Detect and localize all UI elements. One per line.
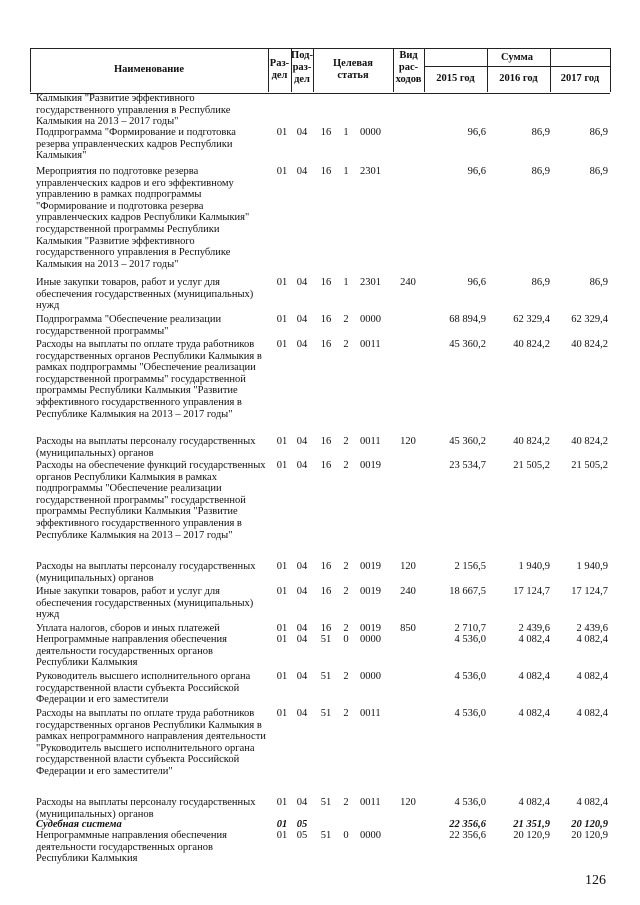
- row-vid: 240: [400, 277, 416, 288]
- header-2016: 2016 год: [499, 73, 538, 84]
- row-sum-2015: 23 534,7: [449, 460, 486, 471]
- row-sum-2016: 1 940,9: [518, 561, 550, 572]
- row-podrazdel: 04: [296, 339, 308, 350]
- row-name: Непрограммные направления обеспечения деятельности государственных органов Республики Калмыкия: [36, 830, 227, 865]
- row-vid: 850: [400, 623, 416, 634]
- row-razdel: 01: [276, 436, 288, 447]
- row-target-part3: 0000: [360, 634, 381, 645]
- header-divider: [610, 48, 611, 92]
- row-sum-2016: 2 439,6: [518, 623, 550, 634]
- header-target-article: Целевая статья: [333, 58, 373, 81]
- row-podrazdel: 04: [296, 277, 308, 288]
- row-sum-2017: 40 824,2: [571, 436, 608, 447]
- row-vid: 120: [400, 797, 416, 808]
- header-2015: 2015 год: [436, 73, 475, 84]
- row-sum-2016: 4 082,4: [518, 797, 550, 808]
- page-number: 126: [585, 873, 606, 888]
- row-podrazdel: 04: [296, 460, 308, 471]
- row-razdel: 01: [276, 314, 288, 325]
- row-razdel: 01: [276, 830, 288, 841]
- row-name: Расходы на выплаты по оплате труда работников государственных органов Республики Калмыкия в рамках подпрограммы "Обеспечение реализации государственной программы" государственной программы Республики Калмыкия "Развитие эффективного государственного управления в Республике Калмыкия на 2013 – 2017 годы": [36, 339, 262, 420]
- row-sum-2015: 4 536,0: [454, 797, 486, 808]
- row-sum-2015: 45 360,2: [449, 339, 486, 350]
- row-podrazdel: 04: [296, 634, 308, 645]
- row-razdel: 01: [276, 339, 288, 350]
- row-target-part2: 2: [343, 708, 349, 719]
- row-razdel: 01: [276, 561, 288, 572]
- row-sum-2016: 86,9: [531, 277, 550, 288]
- row-razdel: 01: [276, 819, 288, 830]
- row-sum-2017: 4 082,4: [576, 671, 608, 682]
- row-target-part3: 0011: [360, 339, 381, 350]
- row-target-part3: 2301: [360, 166, 381, 177]
- header-2017: 2017 год: [560, 73, 600, 84]
- row-name: Мероприятия по подготовке резерва управленческих кадров и его эффективному управлению в рамках подпрограммы "Формирование и подготовка резерва управленческих кадров Республики Калмыкия" государственной программы Республики Калмыкия "Развитие эффективного государственного управления в Республике Калмыкия на 2013 – 2017 годы": [36, 166, 250, 270]
- row-sum-2015: 45 360,2: [449, 436, 486, 447]
- row-razdel: 01: [276, 634, 288, 645]
- row-target-part3: 0019: [360, 623, 381, 634]
- row-target-part1: 16: [320, 460, 332, 471]
- header-razdel: Раз- дел: [269, 58, 290, 81]
- row-razdel: 01: [276, 127, 288, 138]
- row-target-part1: 16: [320, 586, 332, 597]
- row-sum-2015: 22 356,6: [449, 819, 486, 830]
- row-name: Расходы на выплаты по оплате труда работников государственных органов Республики Калмыкия в рамках непрограммного направления деятельности "Руководитель высшего исполнительного органа государственной власти субъекта Российской Федерации и его заместители": [36, 708, 266, 777]
- row-target-part2: 2: [343, 623, 349, 634]
- row-target-part3: 0011: [360, 797, 381, 808]
- row-sum-2017: 4 082,4: [576, 797, 608, 808]
- row-sum-2015: 4 536,0: [454, 708, 486, 719]
- row-razdel: 01: [276, 277, 288, 288]
- header-name: Наименование: [114, 64, 184, 75]
- row-razdel: 01: [276, 586, 288, 597]
- row-target-part1: 16: [320, 436, 332, 447]
- row-sum-2017: 20 120,9: [571, 830, 608, 841]
- row-target-part3: 0019: [360, 561, 381, 572]
- row-target-part2: 2: [343, 797, 349, 808]
- row-target-part3: 0019: [360, 586, 381, 597]
- row-sum-2015: 96,6: [467, 127, 486, 138]
- row-name: Расходы на обеспечение функций государственных органов Республики Калмыкия в рамках подпрограммы "Обеспечение реализации государственной программы" государственной программы Республики Калмыкия "Развитие эффективного государственного управления в Республике Калмыкия на 2013 – 2017 годы": [36, 460, 266, 541]
- row-target-part2: 2: [343, 460, 349, 471]
- row-name: Расходы на выплаты персоналу государственных (муниципальных) органов: [36, 436, 256, 459]
- row-sum-2017: 1 940,9: [576, 561, 608, 572]
- row-target-part3: 0000: [360, 127, 381, 138]
- row-razdel: 01: [276, 708, 288, 719]
- row-name: Расходы на выплаты персоналу государственных (муниципальных) органов: [36, 797, 256, 820]
- row-target-part1: 16: [320, 314, 332, 325]
- row-podrazdel: 04: [296, 671, 308, 682]
- row-sum-2016: 21 351,9: [513, 819, 550, 830]
- row-target-part1: 51: [320, 708, 332, 719]
- row-podrazdel: 04: [296, 166, 308, 177]
- row-target-part1: 16: [320, 277, 332, 288]
- row-target-part2: 2: [343, 586, 349, 597]
- row-vid: 120: [400, 561, 416, 572]
- row-target-part3: 0011: [360, 708, 381, 719]
- header-summa: Сумма: [501, 52, 533, 63]
- row-name: Иные закупки товаров, работ и услуг для обеспечения государственных (муниципальных) нужд: [36, 277, 254, 312]
- row-name: Подпрограмма "Формирование и подготовка резерва управленческих кадров Республики Калмыкия": [36, 127, 236, 162]
- header-summa-divider: [424, 66, 610, 67]
- row-podrazdel: 04: [296, 436, 308, 447]
- row-name: Иные закупки товаров, работ и услуг для обеспечения государственных (муниципальных) нужд: [36, 586, 254, 621]
- row-sum-2015: 68 894,9: [449, 314, 486, 325]
- row-target-part2: 2: [343, 314, 349, 325]
- row-razdel: 01: [276, 460, 288, 471]
- row-podrazdel: 04: [296, 623, 308, 634]
- row-name: Расходы на выплаты персоналу государственных (муниципальных) органов: [36, 561, 256, 584]
- row-target-part1: 51: [320, 671, 332, 682]
- row-name: Судебная система: [36, 819, 122, 830]
- row-target-part1: 16: [320, 561, 332, 572]
- header-vid: Вид рас- ходов: [395, 50, 422, 85]
- row-sum-2016: 4 082,4: [518, 671, 550, 682]
- row-sum-2017: 86,9: [589, 127, 608, 138]
- row-sum-2017: 86,9: [589, 166, 608, 177]
- row-sum-2017: 4 082,4: [576, 634, 608, 645]
- row-name: Уплата налогов, сборов и иных платежей: [36, 623, 220, 634]
- row-sum-2017: 20 120,9: [571, 819, 608, 830]
- row-sum-2017: 40 824,2: [571, 339, 608, 350]
- row-target-part3: 0019: [360, 460, 381, 471]
- row-target-part2: 1: [343, 166, 349, 177]
- row-podrazdel: 04: [296, 127, 308, 138]
- row-target-part2: 1: [343, 127, 349, 138]
- row-sum-2016: 4 082,4: [518, 634, 550, 645]
- row-target-part2: 1: [343, 277, 349, 288]
- row-sum-2015: 2 710,7: [454, 623, 486, 634]
- row-target-part2: 2: [343, 339, 349, 350]
- row-sum-2016: 20 120,9: [513, 830, 550, 841]
- row-target-part1: 16: [320, 127, 332, 138]
- row-podrazdel: 04: [296, 586, 308, 597]
- row-sum-2017: 21 505,2: [571, 460, 608, 471]
- row-razdel: 01: [276, 623, 288, 634]
- row-sum-2016: 21 505,2: [513, 460, 550, 471]
- row-sum-2016: 62 329,4: [513, 314, 550, 325]
- row-target-part1: 16: [320, 339, 332, 350]
- row-sum-2016: 86,9: [531, 166, 550, 177]
- row-podrazdel: 04: [296, 561, 308, 572]
- row-target-part1: 51: [320, 797, 332, 808]
- row-target-part1: 51: [320, 634, 332, 645]
- row-target-part3: 0000: [360, 671, 381, 682]
- row-vid: 240: [400, 586, 416, 597]
- row-razdel: 01: [276, 166, 288, 177]
- row-podrazdel: 04: [296, 708, 308, 719]
- row-podrazdel: 05: [296, 819, 308, 830]
- row-name: Руководитель высшего исполнительного органа государственной власти субъекта Российской Федерации и его заместители: [36, 671, 251, 706]
- row-razdel: 01: [276, 797, 288, 808]
- row-name: Непрограммные направления обеспечения деятельности государственных органов Республики Калмыкия: [36, 634, 227, 669]
- row-sum-2015: 4 536,0: [454, 671, 486, 682]
- row-sum-2015: 4 536,0: [454, 634, 486, 645]
- header-podrazdel: Под- раз- дел: [291, 50, 313, 85]
- row-target-part2: 2: [343, 561, 349, 572]
- row-target-part2: 0: [343, 830, 349, 841]
- row-sum-2016: 17 124,7: [513, 586, 550, 597]
- row-sum-2016: 4 082,4: [518, 708, 550, 719]
- row-sum-2015: 18 667,5: [449, 586, 486, 597]
- row-podrazdel: 04: [296, 797, 308, 808]
- row-sum-2015: 22 356,6: [449, 830, 486, 841]
- row-target-part1: 16: [320, 623, 332, 634]
- row-sum-2017: 2 439,6: [576, 623, 608, 634]
- row-target-part3: 2301: [360, 277, 381, 288]
- row-target-part3: 0000: [360, 314, 381, 325]
- row-target-part3: 0011: [360, 436, 381, 447]
- row-target-part1: 51: [320, 830, 332, 841]
- row-sum-2017: 17 124,7: [571, 586, 608, 597]
- row-vid: 120: [400, 436, 416, 447]
- row-razdel: 01: [276, 671, 288, 682]
- row-target-part2: 0: [343, 634, 349, 645]
- row-sum-2016: 40 824,2: [513, 339, 550, 350]
- row-target-part2: 2: [343, 436, 349, 447]
- row-target-part1: 16: [320, 166, 332, 177]
- row-sum-2017: 86,9: [589, 277, 608, 288]
- row-sum-2015: 96,6: [467, 166, 486, 177]
- row-podrazdel: 05: [296, 830, 308, 841]
- row-name: Калмыкия "Развитие эффективного государственного управления в Республике Калмыкия на 2013 – 2017 годы": [36, 93, 231, 128]
- row-sum-2016: 86,9: [531, 127, 550, 138]
- row-sum-2015: 96,6: [467, 277, 486, 288]
- row-sum-2016: 40 824,2: [513, 436, 550, 447]
- row-sum-2015: 2 156,5: [454, 561, 486, 572]
- row-target-part3: 0000: [360, 830, 381, 841]
- row-target-part2: 2: [343, 671, 349, 682]
- row-sum-2017: 4 082,4: [576, 708, 608, 719]
- row-podrazdel: 04: [296, 314, 308, 325]
- row-name: Подпрограмма "Обеспечение реализации государственной программы": [36, 314, 222, 337]
- row-sum-2017: 62 329,4: [571, 314, 608, 325]
